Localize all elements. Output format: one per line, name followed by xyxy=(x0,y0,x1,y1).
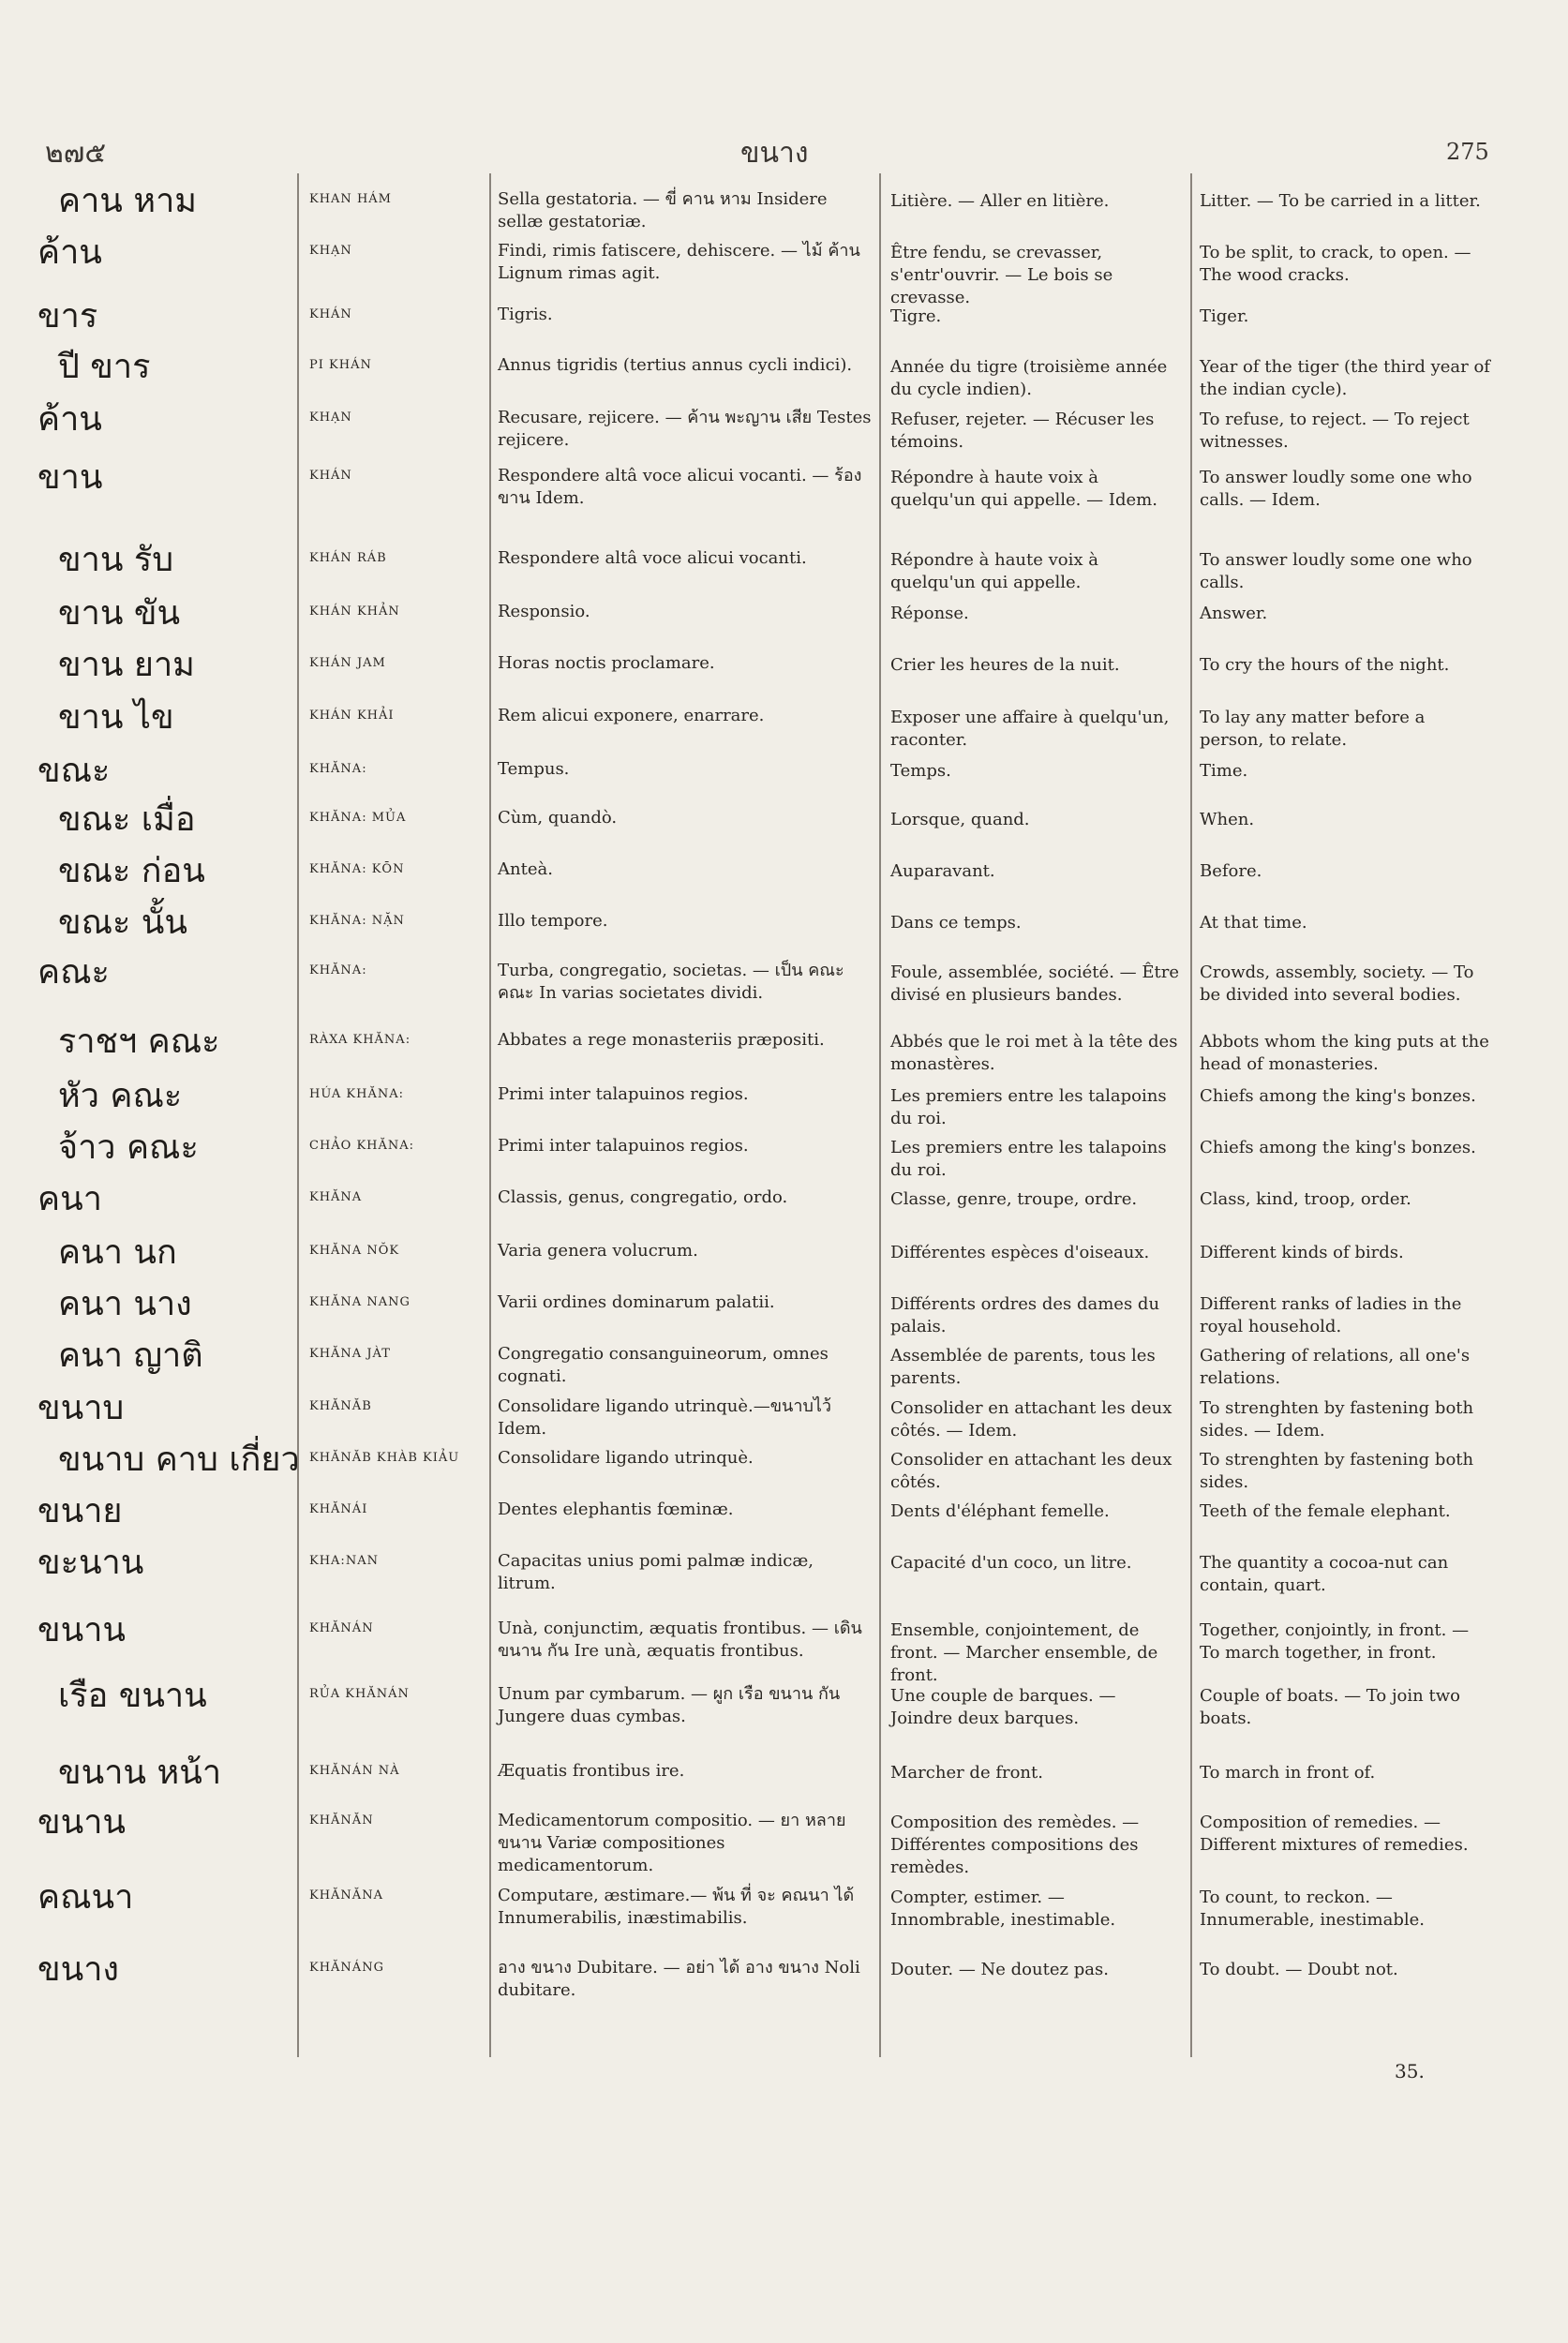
transliteration: KHĂNĂN xyxy=(309,1813,374,1828)
english-definition: Tiger. xyxy=(1200,306,1249,326)
thai-headword: ขณะ ก่อน xyxy=(58,852,205,890)
english-definition: To doubt. — Doubt not. xyxy=(1200,1960,1398,1979)
latin-definition: Unum par cymbarum. — ผูก เรือ ขนาน กัน Jungere duas cymbas. xyxy=(498,1684,841,1726)
french-definition: Composition des remèdes. — Différentes compositions des remèdes. xyxy=(890,1813,1140,1877)
transliteration: KHÁN xyxy=(309,307,352,321)
thai-headword: หัว คณะ xyxy=(58,1077,183,1115)
english-definition: Composition of remedies. — Different mixtures of remedies. xyxy=(1200,1813,1469,1855)
transliteration: KHĂNA: MỦA xyxy=(309,811,407,825)
latin-definition: Congregatio consanguineorum, omnes cognati. xyxy=(498,1344,829,1386)
transliteration: KHẠN xyxy=(309,410,352,425)
english-definition: To answer loudly some one who calls. — Idem. xyxy=(1200,468,1472,510)
latin-definition: Abbates a rege monasteriis præpositi. xyxy=(498,1030,825,1050)
thai-headword: ขณะ เมื่อ xyxy=(58,800,196,839)
running-head: ขนาง xyxy=(740,137,809,170)
thai-headword: คนา นก xyxy=(58,1233,177,1272)
latin-definition: Tigris. xyxy=(498,305,553,324)
latin-definition: Varii ordines dominarum palatii. xyxy=(498,1292,775,1312)
thai-headword: ขนาน xyxy=(37,1611,127,1649)
thai-headword: จ้าว คณะ xyxy=(58,1128,199,1167)
english-definition: Abbots whom the king puts at the head of monasteries. xyxy=(1200,1032,1489,1074)
latin-definition: Findi, rimis fatiscere, dehiscere. — ไม้ ค้าน Lignum rimas agit. xyxy=(498,241,860,283)
french-definition: Litière. — Aller en litière. xyxy=(890,191,1110,211)
english-definition: Class, kind, troop, order. xyxy=(1200,1189,1411,1209)
english-definition: To answer loudly some one who calls. xyxy=(1200,550,1472,592)
latin-definition: Unà, conjunctim, æquatis frontibus. — เดิน ขนาน กัน Ire unà, æquatis frontibus. xyxy=(498,1619,862,1661)
latin-definition: Rem alicui exponere, enarrare. xyxy=(498,706,765,725)
french-definition: Douter. — Ne doutez pas. xyxy=(890,1960,1109,1979)
column-rule xyxy=(879,173,881,2057)
latin-definition: Turba, congregatio, societas. — เป็น คณะ คณะ In varias societates dividi. xyxy=(498,961,844,1003)
thai-headword: ขณะ นั้น xyxy=(58,903,188,942)
thai-headword: ขนาน xyxy=(37,1803,127,1842)
thai-headword: ขาน รับ xyxy=(58,541,174,579)
french-definition: Compter, estimer. — Innombrable, inestimable. xyxy=(890,1888,1116,1930)
transliteration: KHÁN JAM xyxy=(309,656,386,670)
french-definition: Classe, genre, troupe, ordre. xyxy=(890,1189,1138,1209)
latin-definition: Consolidare ligando utrinquè. xyxy=(498,1448,754,1468)
transliteration: KHĂNÁN NÀ xyxy=(309,1764,400,1778)
transliteration: KHÁN RÁB xyxy=(309,551,387,565)
french-definition: Refuser, rejeter. — Récuser les témoins. xyxy=(890,410,1155,452)
transliteration: KHĂNA NŎK xyxy=(309,1244,400,1258)
thai-headword: เรือ ขนาน xyxy=(58,1677,207,1715)
transliteration: KHĂNA JÀT xyxy=(309,1347,391,1361)
french-definition: Crier les heures de la nuit. xyxy=(890,655,1120,675)
thai-headword: ขนาย xyxy=(37,1492,123,1530)
latin-definition: Illo tempore. xyxy=(498,911,608,931)
english-definition: When. xyxy=(1200,810,1255,829)
french-definition: Marcher de front. xyxy=(890,1763,1043,1783)
french-definition: Répondre à haute voix à quelqu'un qui appelle. — Idem. xyxy=(890,468,1157,510)
english-definition: To cry the hours of the night. xyxy=(1200,655,1450,675)
transliteration: HÚA KHĂNA: xyxy=(309,1087,404,1101)
english-definition: To lay any matter before a person, to relate. xyxy=(1200,708,1426,750)
transliteration: KHĂNĂNA xyxy=(309,1888,383,1903)
latin-definition: อาง ขนาง Dubitare. — อย่า ได้ อาง ขนาง Noli dubitare. xyxy=(498,1958,860,2000)
french-definition: Différents ordres des dames du palais. xyxy=(890,1294,1160,1336)
french-definition: Tigre. xyxy=(890,306,942,326)
french-definition: Capacité d'un coco, un litre. xyxy=(890,1553,1132,1573)
page-number-thai: ๒๗๕ xyxy=(45,137,107,170)
column-rule xyxy=(1190,173,1192,2057)
thai-headword: ปี ขาร xyxy=(58,348,151,386)
french-definition: Différentes espèces d'oiseaux. xyxy=(890,1243,1150,1262)
french-definition: Exposer une affaire à quelqu'un, raconter. xyxy=(890,708,1170,750)
thai-headword: ค้าน xyxy=(37,400,102,439)
transliteration: CHẢO KHĂNA: xyxy=(309,1139,415,1153)
transliteration: KHĂNÁNG xyxy=(309,1961,384,1975)
latin-definition: Primi inter talapuinos regios. xyxy=(498,1084,749,1104)
thai-headword: ขนาบ xyxy=(37,1389,125,1427)
english-definition: To strenghten by fastening both sides. — Idem. xyxy=(1200,1398,1474,1440)
transliteration: KHĂNÁI xyxy=(309,1502,368,1516)
transliteration: KHĂNÁN xyxy=(309,1621,374,1635)
transliteration: KHÁN xyxy=(309,469,352,483)
latin-definition: Varia genera volucrum. xyxy=(498,1241,698,1261)
latin-definition: Consolidare ligando utrinquè.—ขนาบไว้ Idem. xyxy=(498,1396,832,1439)
thai-headword: คนา ญาติ xyxy=(58,1336,203,1375)
french-definition: Consolider en attachant les deux côtés. xyxy=(890,1450,1172,1492)
thai-headword: คนา xyxy=(37,1180,102,1218)
thai-headword: ขาน ไข xyxy=(58,698,174,737)
latin-definition: Recusare, rejicere. — ค้าน พะญาน เสีย Testes rejicere. xyxy=(498,408,872,450)
french-definition: Les premiers entre les talapoins du roi. xyxy=(890,1138,1167,1180)
french-definition: Être fendu, se crevasser, s'entr'ouvrir. — Le bois se crevasse. xyxy=(890,243,1113,307)
transliteration: PI KHÁN xyxy=(309,358,372,372)
french-definition: Lorsque, quand. xyxy=(890,810,1030,829)
transliteration: KHĂNA: xyxy=(309,762,367,776)
latin-definition: Annus tigridis (tertius annus cycli indici). xyxy=(498,355,853,375)
transliteration: RÀXA KHĂNA: xyxy=(309,1033,411,1047)
latin-definition: Classis, genus, congregatio, ordo. xyxy=(498,1187,788,1207)
latin-definition: Primi inter talapuinos regios. xyxy=(498,1136,749,1156)
column-rule xyxy=(489,173,491,2057)
thai-headword: คาน หาม xyxy=(58,182,198,220)
thai-headword: ขนาง xyxy=(37,1950,120,1989)
english-definition: Different ranks of ladies in the royal household. xyxy=(1200,1294,1462,1336)
english-definition: To march in front of. xyxy=(1200,1763,1376,1783)
transliteration: RỦA KHĂNÁN xyxy=(309,1687,410,1701)
thai-headword: คณนา xyxy=(37,1878,134,1917)
latin-definition: Tempus. xyxy=(498,759,570,779)
latin-definition: Respondere altâ voce alicui vocanti. — ร้อง ขาน Idem. xyxy=(498,466,862,508)
transliteration: KHĂNA: xyxy=(309,963,367,977)
transliteration: KHÁN KHẢN xyxy=(309,604,400,619)
french-definition: Assemblée de parents, tous les parents. xyxy=(890,1346,1156,1388)
latin-definition: Anteà. xyxy=(498,859,553,879)
english-definition: To strenghten by fastening both sides. xyxy=(1200,1450,1474,1492)
english-definition: Teeth of the female elephant. xyxy=(1200,1501,1451,1521)
latin-definition: Responsio. xyxy=(498,602,590,621)
english-definition: The quantity a cocoa-nut can contain, quart. xyxy=(1200,1553,1449,1595)
french-definition: Dans ce temps. xyxy=(890,913,1022,933)
latin-definition: Dentes elephantis fœminæ. xyxy=(498,1500,734,1519)
french-definition: Les premiers entre les talapoins du roi. xyxy=(890,1086,1167,1128)
transliteration: KHĂNA xyxy=(309,1190,363,1204)
transliteration: KHAN HÁM xyxy=(309,192,392,206)
french-definition: Auparavant. xyxy=(890,861,995,881)
transliteration: KHĂNA: NẶN xyxy=(309,914,405,928)
latin-definition: Æquatis frontibus ire. xyxy=(498,1761,685,1781)
latin-definition: Sella gestatoria. — ขี่ คาน หาม Insidere sellæ gestatoriæ. xyxy=(498,189,828,231)
thai-headword: ขะนาน xyxy=(37,1544,144,1582)
page-number-arabic: 275 xyxy=(1446,139,1489,165)
thai-headword: ค้าน xyxy=(37,233,102,272)
transliteration: KHĂNA NANG xyxy=(309,1295,411,1309)
french-definition: Ensemble, conjointement, de front. — Marcher ensemble, de front. xyxy=(890,1620,1158,1685)
french-definition: Répondre à haute voix à quelqu'un qui appelle. xyxy=(890,550,1099,592)
transliteration: KHÁN KHẢI xyxy=(309,709,395,723)
french-definition: Réponse. xyxy=(890,604,969,623)
english-definition: To refuse, to reject. — To reject witnesses. xyxy=(1200,410,1470,452)
english-definition: Year of the tiger (the third year of the indian cycle). xyxy=(1200,357,1490,399)
english-definition: Time. xyxy=(1200,761,1248,781)
french-definition: Consolider en attachant les deux côtés. — Idem. xyxy=(890,1398,1172,1440)
latin-definition: Horas noctis proclamare. xyxy=(498,653,715,673)
english-definition: Couple of boats. — To join two boats. xyxy=(1200,1686,1460,1728)
transliteration: KHĂNA: KŌN xyxy=(309,862,405,876)
french-definition: Une couple de barques. — Joindre deux barques. xyxy=(890,1686,1116,1728)
latin-definition: Cùm, quandò. xyxy=(498,808,618,828)
english-definition: Litter. — To be carried in a litter. xyxy=(1200,191,1481,211)
french-definition: Foule, assemblée, société. — Être divisé en plusieurs bandes. xyxy=(890,963,1179,1005)
transliteration: KHẠN xyxy=(309,244,352,258)
latin-definition: Capacitas unius pomi palmæ indicæ, litrum. xyxy=(498,1551,814,1593)
english-definition: Crowds, assembly, society. — To be divided into several bodies. xyxy=(1200,963,1474,1005)
transliteration: KHĂNĂB KHÀB KIẢU xyxy=(309,1451,460,1465)
english-definition: To count, to reckon. — Innumerable, inestimable. xyxy=(1200,1888,1426,1930)
thai-headword: ขาน ขัน xyxy=(58,594,181,633)
transliteration: KHA:NAN xyxy=(309,1554,379,1568)
latin-definition: Computare, æstimare.— พ้น ที่ จะ คณนา ได้ Innumerabilis, inæstimabilis. xyxy=(498,1886,855,1928)
english-definition: Different kinds of birds. xyxy=(1200,1243,1404,1262)
french-definition: Temps. xyxy=(890,761,951,781)
footer-page-number: 35. xyxy=(1395,2060,1425,2082)
thai-headword: ขณะ xyxy=(37,752,111,790)
english-definition: Together, conjointly, in front. — To march together, in front. xyxy=(1200,1620,1470,1663)
latin-definition: Respondere altâ voce alicui vocanti. xyxy=(498,548,807,568)
thai-headword: ขาร xyxy=(37,297,98,336)
french-definition: Année du tigre (troisième année du cycle indien). xyxy=(890,357,1168,399)
french-definition: Abbés que le roi met à la tête des monastères. xyxy=(890,1032,1178,1074)
english-definition: At that time. xyxy=(1200,913,1307,933)
english-definition: Chiefs among the king's bonzes. xyxy=(1200,1086,1476,1106)
thai-headword: คณะ xyxy=(37,953,110,992)
thai-headword: ขนาบ คาบ เกี่ยว xyxy=(58,1440,300,1479)
transliteration: KHĂNĂB xyxy=(309,1399,372,1413)
french-definition: Dents d'éléphant femelle. xyxy=(890,1501,1110,1521)
english-definition: Answer. xyxy=(1200,604,1268,623)
english-definition: Chiefs among the king's bonzes. xyxy=(1200,1138,1476,1157)
latin-definition: Medicamentorum compositio. — ยา หลาย ขนาน Variæ compositiones medicamentorum. xyxy=(498,1811,846,1875)
english-definition: Gathering of relations, all one's relations. xyxy=(1200,1346,1471,1388)
thai-headword: ขาน xyxy=(37,458,103,497)
thai-headword: คนา นาง xyxy=(58,1285,192,1323)
thai-headword: ราชฯ คณะ xyxy=(58,1022,220,1061)
thai-headword: ขนาน หน้า xyxy=(58,1754,222,1792)
column-rule xyxy=(297,173,299,2057)
english-definition: Before. xyxy=(1200,861,1262,881)
thai-headword: ขาน ยาม xyxy=(58,646,195,684)
english-definition: To be split, to crack, to open. — The wood cracks. xyxy=(1200,243,1471,285)
